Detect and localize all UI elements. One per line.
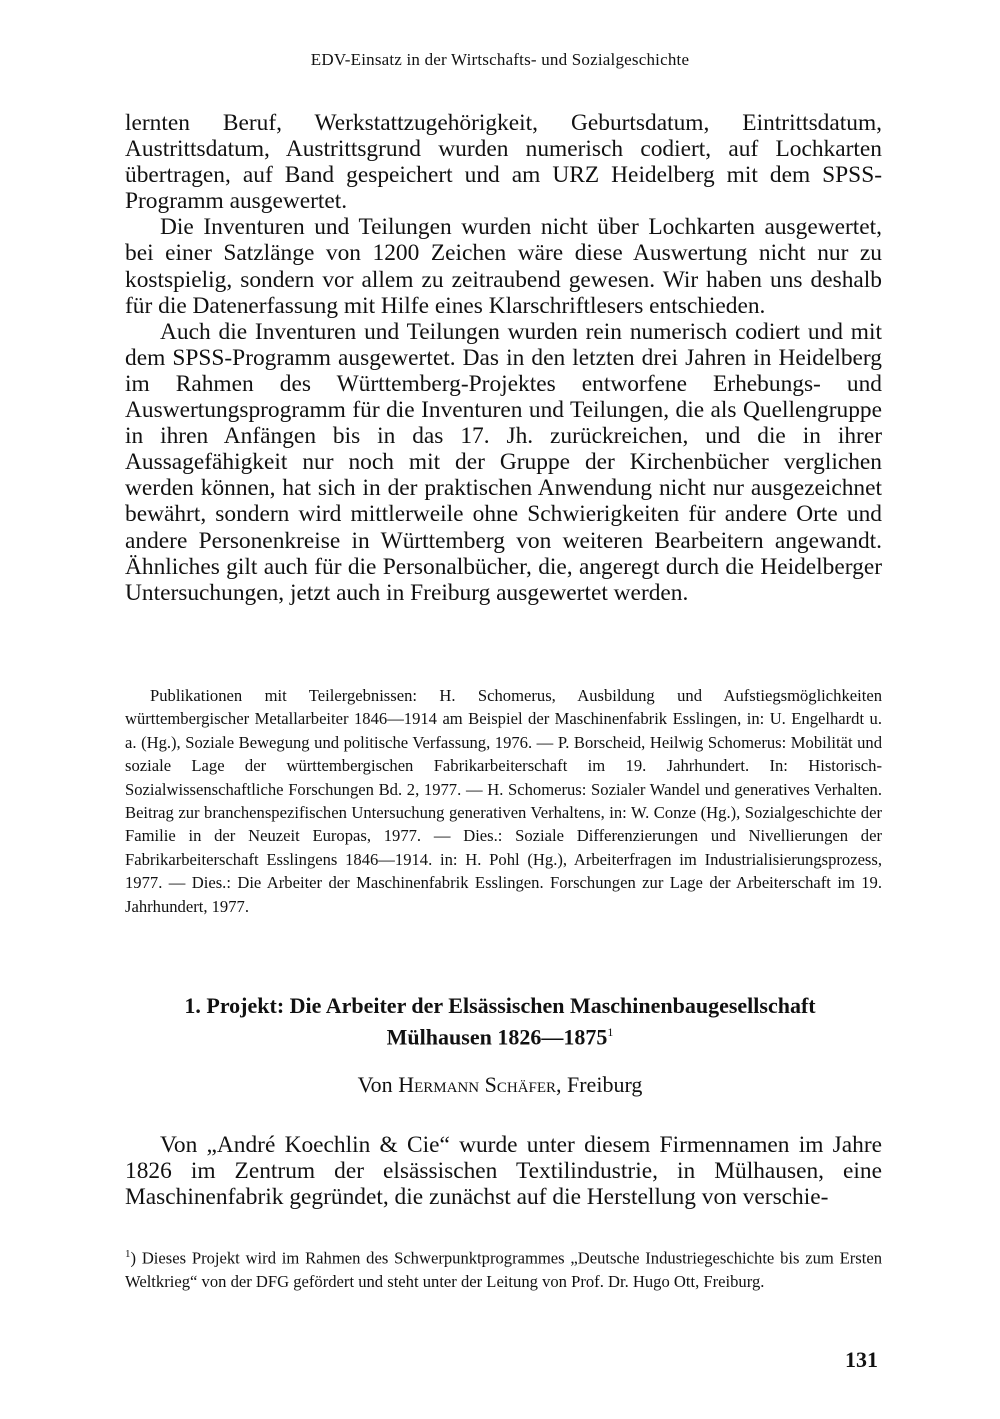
byline xyxy=(0,1072,1000,1098)
body-text-section xyxy=(125,1132,882,1210)
footnote-text: ) Dieses Projekt wird im Rahmen des Schwerpunktprogrammes „Deutsche Industriegeschichte bis zum Ersten Weltkrieg“ von der DFG gefördert und steht unter der Leitung von Prof. Dr. Hugo Ott, Freiburg. xyxy=(125,1248,882,1292)
section-heading xyxy=(150,992,850,1050)
section-heading-line2 xyxy=(150,1019,850,1050)
footnote-mark: 1 xyxy=(125,1248,131,1260)
page-number: 131 xyxy=(845,1347,878,1372)
section-heading-line2-text: Mülhausen 1826—1875 xyxy=(386,1024,608,1050)
body-text-top xyxy=(125,110,882,606)
paragraph-continuation: lernten Beruf, Werkstattzugehörigkeit, Geburtsdatum, Eintrittsdatum, Austrittsdatum, Austrittsgrund wurden numerisch codiert, auf Lochkarten übertragen, auf Band gespeichert und am URZ Heidelberg mit dem SPSS-Programm ausgewertet. xyxy=(125,110,882,215)
paragraph-intro: Von „André Koechlin & Cie“ wurde unter diesem Firmennamen im Jahre 1826 im Zentrum der elsässischen Textilindustrie, in Mülhausen, eine Maschinenfabrik gegründet, die zunächst auf die Herstellung von verschie- xyxy=(125,1132,882,1211)
byline-suffix: , Freiburg xyxy=(556,1072,643,1097)
footnote-reference: 1 xyxy=(607,1025,614,1039)
paragraph-spss: Auch die Inventuren und Teilungen wurden rein numerisch codiert und mit dem SPSS-Programm ausgewertet. Das in den letzten drei Jahren in Heidelberg im Rahmen des Württemberg-Projektes entworfene Erhebungs- und Auswertungsprogramm für die Inventuren und Teilungen, die als Quellengruppe in ihren Anfängen bis in das 17. Jh. zurückreichen, und die in ihrer Aussagefähigkeit nur noch mit der Gruppe der Kirchenbücher verglichen werden können, hat sich in der praktischen Anwendung nicht nur ausgezeichnet bewährt, sondern wird mittlerweile ohne Schwierigkeiten für andere Orte und andere Personenkreise in Württemberg von weiteren Bearbeitern angewandt. Ähnliches gilt auch für die Personalbücher, die, angeregt durch die Heidelberger Untersuchungen, jetzt auch in Freiburg ausgewertet werden. xyxy=(125,318,882,606)
publications-note: Publikationen mit Teilergebnissen: H. Schomerus, Ausbildung und Aufstiegsmöglichkeiten württembergischer Metallarbeiter 1846—1914 am Beispiel der Maschinenfabrik Esslingen, in: U. Engelhardt u. a. (Hg.), Soziale Bewegung und politische Verfassung, 1976. — P. Borscheid, Heilwig Schomerus: Mobilität und soziale Lage der württembergischen Fabrikarbeiterschaft im 19. Jahrhundert. In: Historisch-Sozialwissenschaftliche Forschungen Bd. 2, 1977. — H. Schomerus: Sozialer Wandel und generatives Verhalten. Beitrag zur branchenspezifischen Untersuchung generativen Verhaltens, in: W. Conze (Hg.), Sozialgeschichte der Familie in der Neuzeit Europas, 1977. — Dies.: Soziale Differenzierungen und Nivellierungen der Fabrikarbeiterschaft Esslingens 1846—1914. in: H. Pohl (Hg.), Arbeiterfragen im Industrialisierungsprozess, 1977. — Dies.: Die Arbeiter der Maschinenfabrik Esslingen. Forschungen zur Lage der Arbeiterschaft im 19. Jahrhundert, 1977. xyxy=(125,686,882,916)
author-name: Hermann Schäfer xyxy=(398,1072,556,1097)
paragraph-inventuren: Die Inventuren und Teilungen wurden nicht über Lochkarten ausgewertet, bei einer Satzlänge von 1200 Zeichen wäre diese Auswertung nicht nur zu kostspielig, sondern vor allem zu zeitraubend gewesen. Wir haben uns deshalb für die Datenerfassung mit Hilfe eines Klarschriftlesers entschieden. xyxy=(125,214,882,319)
section-heading-line1: 1. Projekt: Die Arbeiter der Elsässischen Maschinenbaugesellschaft xyxy=(184,993,816,1018)
running-head: EDV-Einsatz in der Wirtschafts- und Sozialgeschichte xyxy=(310,50,690,69)
byline-prefix: Von xyxy=(357,1072,399,1097)
footnote xyxy=(125,1243,882,1294)
